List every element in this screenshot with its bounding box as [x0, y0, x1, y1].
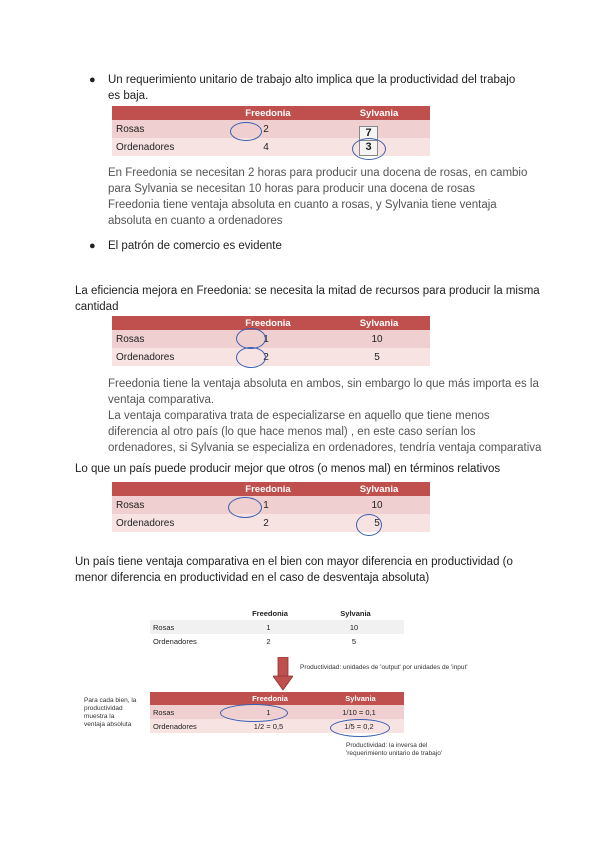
cell-label: Ordenadores — [112, 138, 208, 156]
handwritten-value-box: 3 — [359, 140, 378, 156]
intro-relativos: Lo que un país puede producir mejor que otros (o menos mal) en términos relativos — [75, 463, 501, 475]
table-requerimiento-plain: Freedonia Sylvania Rosas 1 10 Ordenadores 2 5 — [150, 607, 404, 648]
cell-label: Rosas — [112, 120, 208, 138]
table-relativos: Freedonia Sylvania Rosas 1 10 Ordenadores 2 5 — [112, 482, 430, 532]
circle-annotation — [356, 514, 382, 536]
table-requerimiento: Freedonia Sylvania Rosas 2 Ordenadores 4 — [112, 106, 430, 156]
circle-annotation — [228, 497, 262, 518]
side-note: Para cada bien, la productividad muestra la ventaja absoluta — [84, 697, 137, 728]
bullet-text: Un requerimiento unitario de trabajo alto implica que la productividad del trabajo es baja. — [108, 74, 516, 102]
bullet-dot-icon: ● — [89, 240, 96, 252]
down-arrow-icon — [273, 657, 293, 691]
handwritten-value-box: 7 — [359, 126, 378, 142]
circle-annotation — [236, 328, 266, 349]
circle-annotation — [330, 719, 390, 737]
circle-annotation — [220, 704, 288, 722]
intro-ventaja-comparativa: Un país tiene ventaja comparativa en el bien con mayor diferencia en productividad (o menor diferencia en productividad en el caso de desventaja absoluta) — [75, 556, 513, 584]
table-eficiencia: Freedonia Sylvania Rosas 1 10 Ordenadores 2 5 — [112, 316, 430, 366]
explanation-1: En Freedonia se necesitan 2 horas para producir una docena de rosas, en cambio para Sylvania se necesitan 10 horas para producir una docena de rosas Freedonia tiene ventaja absoluta en cuanto a rosas, y Sylvania tiene ventaja absoluta en cuanto a ordenadores — [108, 167, 528, 227]
bottom-note: Productividad: la inversa del 'requerimiento unitario de trabajo' — [346, 742, 443, 757]
arrow-note: Productividad: unidades de 'output' por unidades de 'input' — [300, 664, 468, 671]
table-productividad: Freedonia Sylvania Rosas 1 1/10 = 0,1 Ordenadores 1/2 = 0,5 1/5 = 0,2 — [150, 692, 404, 733]
explanation-2: Freedonia tiene la ventaja absoluta en ambos, sin embargo lo que más importa es la ventaja comparativa. La ventaja comparativa trata de especializarse en aquello que tiene menos diferencia al otro país (lo que hace menos mal) , en este caso serían los ordenadores, si Sylvania se especializa en ordenadores, tendría ventaja comparativa — [108, 378, 542, 454]
circle-annotation — [352, 138, 386, 160]
circle-annotation — [230, 122, 262, 141]
bullet-dot-icon: ● — [89, 74, 96, 86]
bullet-patron: ● El patrón de comercio es evidente — [89, 240, 282, 252]
circle-annotation — [236, 347, 266, 368]
intro-eficiencia: La eficiencia mejora en Freedonia: se necesita la mitad de recursos para producir la misma cantidad — [75, 285, 540, 313]
bullet-productividad — [89, 72, 528, 104]
